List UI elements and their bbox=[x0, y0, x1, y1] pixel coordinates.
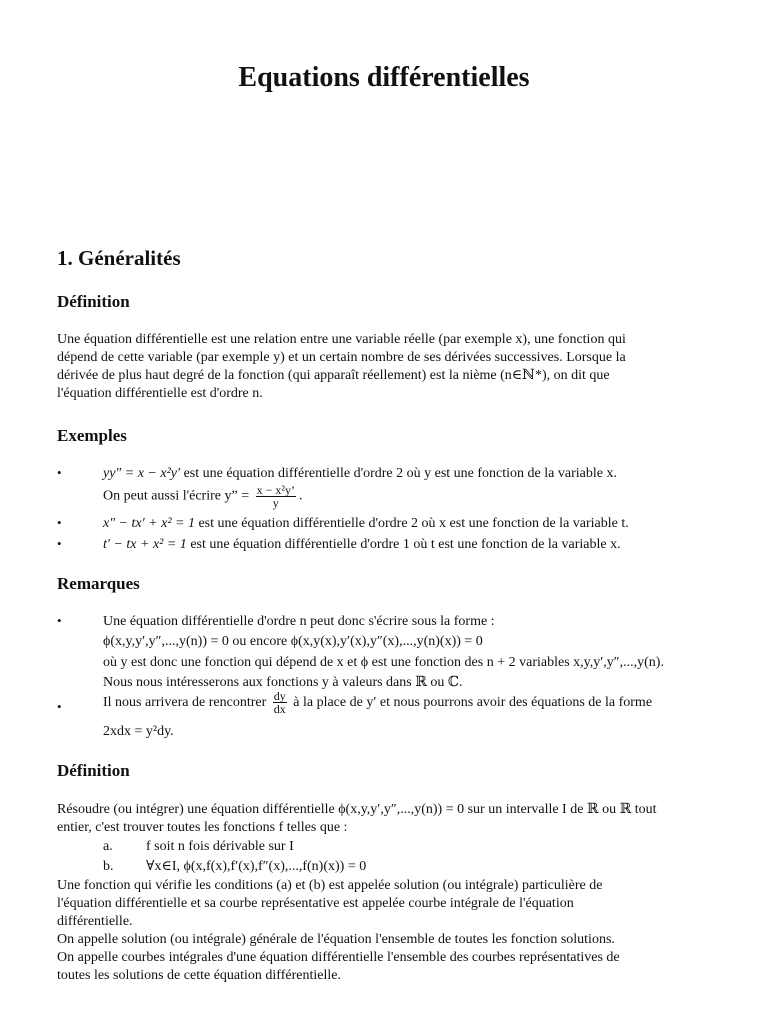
condition-b-label: b. bbox=[103, 859, 114, 874]
example-item bbox=[103, 465, 617, 483]
remark-line: Une équation différentielle d'ordre n peut donc s'écrire sous la forme : bbox=[103, 614, 495, 629]
definition2-paragraph bbox=[57, 877, 717, 985]
example-text: est une équation différentielle d'ordre 2 où x est une fonction de la variable t. bbox=[194, 516, 629, 531]
definition2-line: Résoudre (ou intégrer) une équation différentielle ϕ(x,y,y′,y″,...,y(n)) = 0 sur un intervalle I de ℝ ou ℝ tout bbox=[57, 802, 657, 817]
fraction-denominator: y bbox=[272, 496, 279, 510]
definition2-line: entier, c'est trouver toutes les fonctions f telles que : bbox=[57, 820, 348, 835]
paragraph-line: Une fonction qui vérifie les conditions (a) et (b) est appelée solution (ou intégrale) particulière de bbox=[57, 878, 603, 893]
example-item bbox=[103, 515, 629, 533]
example-text: est une équation différentielle d'ordre 2 où y est une fonction de la variable x. bbox=[180, 466, 617, 481]
page-title: Equations différentielles bbox=[238, 62, 530, 93]
definition-heading: Définition bbox=[57, 292, 130, 311]
bullet: • bbox=[57, 613, 62, 628]
example-equation: t′ − tx + x² = 1 bbox=[103, 537, 187, 552]
definition-line: Une équation différentielle est une relation entre une variable réelle (par exemple x), une fonction qui bbox=[57, 332, 626, 347]
remark-suffix: à la place de y′ et nous pourrons avoir des équations de la forme bbox=[289, 695, 653, 710]
bullet: • bbox=[57, 515, 62, 530]
paragraph-line: toutes les solutions de cette équation différentielle. bbox=[57, 968, 341, 983]
definition-line: dépend de cette variable (par exemple y) et un certain nombre de ses dérivées successives. Lorsque la bbox=[57, 350, 626, 365]
remark-prefix: Il nous arrivera de rencontrer bbox=[103, 695, 267, 710]
remarks-heading: Remarques bbox=[57, 574, 140, 593]
example-item bbox=[103, 536, 621, 554]
example-alt-prefix: On peut aussi l'écrire y” = bbox=[103, 488, 250, 504]
paragraph-line: On appelle solution (ou intégrale) générale de l'équation l'ensemble de toutes les fonction solutions. bbox=[57, 932, 615, 947]
remark-line: où y est donc une fonction qui dépend de x et ϕ est une fonction des n + 2 variables x,y,y′,y″,...,y(n). bbox=[103, 655, 664, 670]
remark-item bbox=[103, 690, 652, 716]
example-text: est une équation différentielle d'ordre 1 où t est une fonction de la variable x. bbox=[186, 537, 621, 552]
remark-equation: 2xdx = y²dy. bbox=[103, 724, 174, 739]
remark-line: Nous nous intéresserons aux fonctions y à valeurs dans ℝ ou ℂ. bbox=[103, 675, 463, 690]
fraction-denominator: dx bbox=[273, 702, 286, 717]
paragraph-line: l'équation différentielle et sa courbe représentative est appelée courbe intégrale de l'équation bbox=[57, 896, 574, 911]
fraction-numerator: dy bbox=[273, 689, 286, 704]
example-equation: yy″ = x − x²y′ bbox=[103, 466, 181, 481]
examples-heading: Exemples bbox=[57, 426, 127, 445]
example-alt-suffix: . bbox=[298, 488, 303, 504]
bullet: • bbox=[57, 699, 62, 714]
definition-line: l'équation différentielle est d'ordre n. bbox=[57, 386, 263, 401]
bullet: • bbox=[57, 465, 62, 480]
definition2-heading: Définition bbox=[57, 761, 130, 780]
section-heading: 1. Généralités bbox=[57, 246, 181, 270]
example-alt-form bbox=[103, 484, 302, 509]
definition-line: dérivée de plus haut degré de la fonction (qui apparaît réellement) est la nième (n∈ℕ*), on dit que bbox=[57, 368, 610, 383]
condition-a-text: f soit n fois dérivable sur I bbox=[146, 839, 294, 854]
condition-b-text: ∀x∈I, ϕ(x,f(x),f′(x),f″(x),...,f(n)(x)) = 0 bbox=[146, 859, 367, 874]
condition-a-label: a. bbox=[103, 839, 113, 854]
definition-paragraph bbox=[57, 331, 717, 403]
paragraph-line: différentielle. bbox=[57, 914, 133, 929]
paragraph-line: On appelle courbes intégrales d'une équation différentielle l'ensemble des courbes représentatives de bbox=[57, 950, 620, 965]
remark-equation: ϕ(x,y,y′,y″,...,y(n)) = 0 ou encore ϕ(x,y(x),y′(x),y″(x),...,y(n)(x)) = 0 bbox=[103, 634, 483, 649]
fraction-numerator: x − x²y’ bbox=[256, 483, 295, 497]
bullet: • bbox=[57, 536, 62, 551]
example-equation: x″ − tx′ + x² = 1 bbox=[103, 516, 195, 531]
example-fraction bbox=[256, 484, 296, 509]
derivative-fraction bbox=[273, 690, 287, 715]
